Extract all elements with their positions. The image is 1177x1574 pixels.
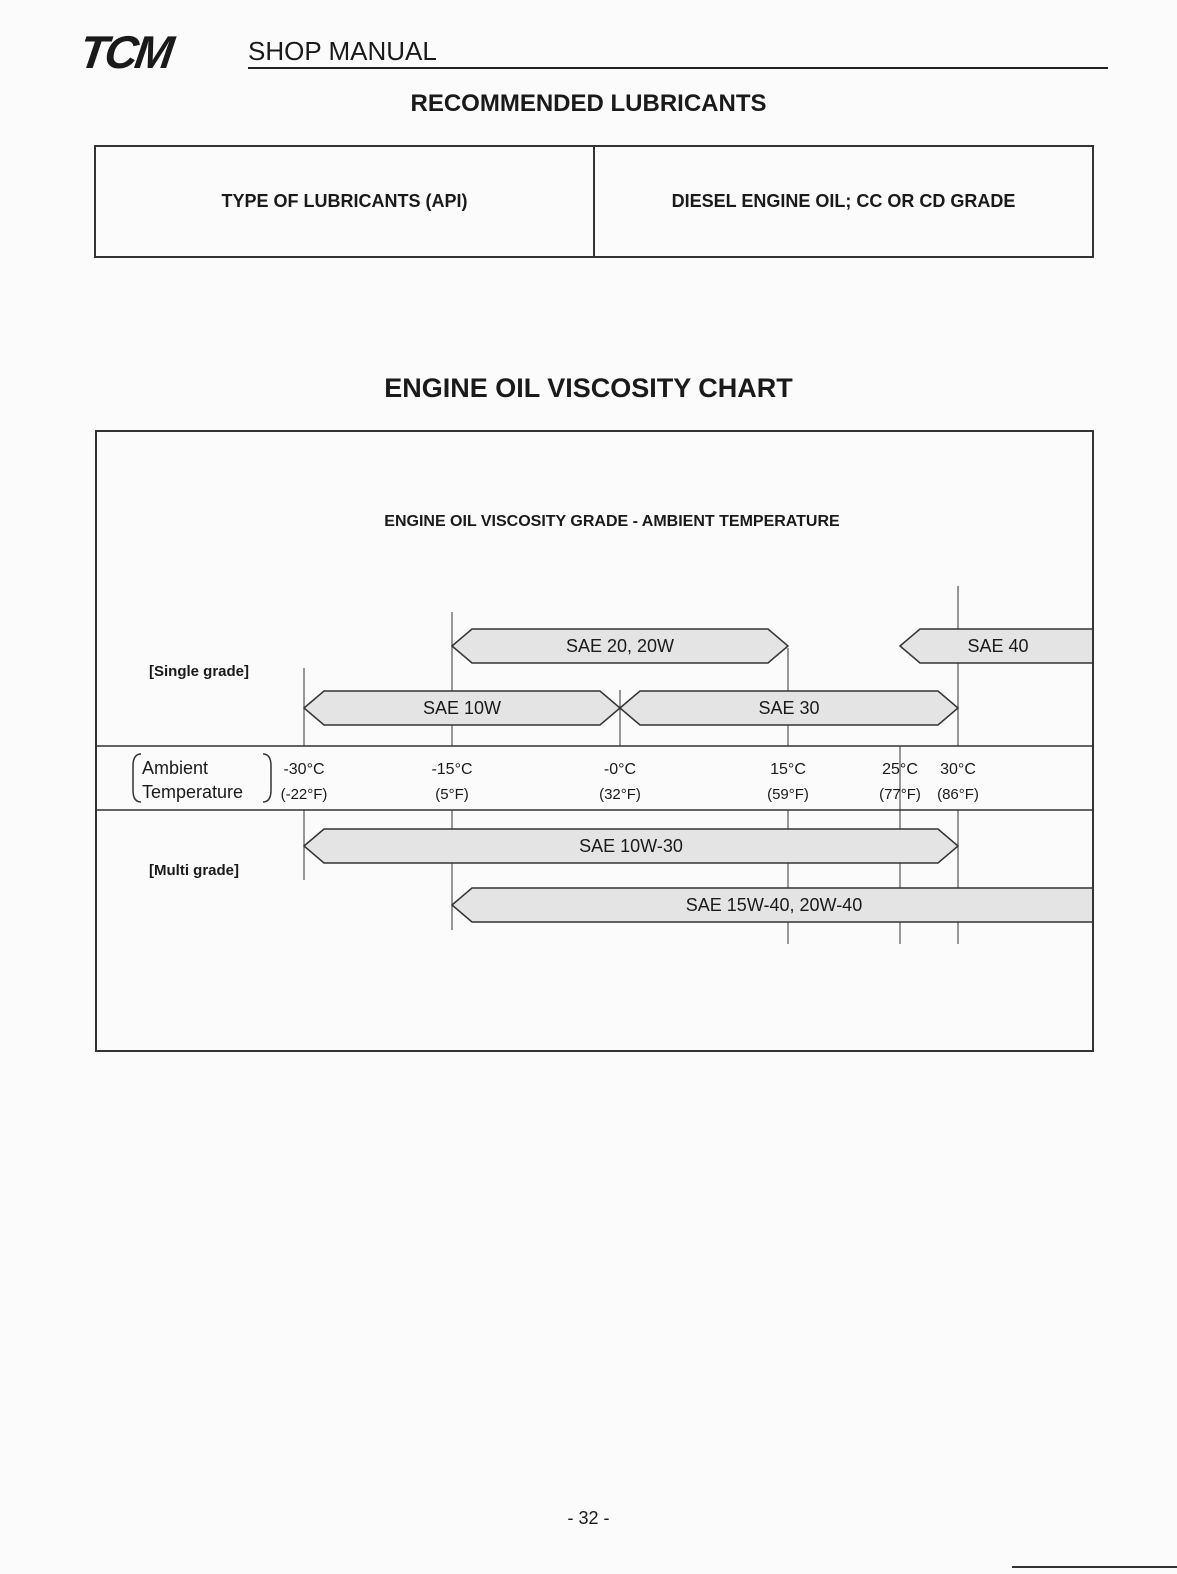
- single-grade-label: [Single grade]: [149, 663, 250, 680]
- lubricant-type-value: DIESEL ENGINE OIL; CC OR CD GRADE: [593, 147, 1092, 256]
- corner-rule: [1012, 1566, 1177, 1568]
- viscosity-chart-box: [95, 430, 1094, 1052]
- recommended-lubricants-heading: RECOMMENDED LUBRICANTS: [410, 90, 767, 117]
- page-number: - 32 -: [567, 1508, 610, 1528]
- tick-label-fahrenheit: (77°F): [879, 786, 921, 803]
- tcm-logo: TCM: [76, 26, 175, 78]
- tick-label-celsius: -30°C: [283, 761, 325, 778]
- lubricants-table: [94, 145, 1094, 258]
- tick-label-celsius: -15°C: [431, 761, 473, 778]
- chart-title: ENGINE OIL VISCOSITY GRADE - AMBIENT TEMPERATURE: [384, 513, 840, 530]
- viscosity-range-label: SAE 10W: [422, 698, 502, 718]
- axis-label-line-1: Ambient: [142, 758, 209, 778]
- viscosity-range-label: SAE 10W-30: [579, 836, 683, 856]
- tick-label-fahrenheit: (59°F): [767, 786, 809, 803]
- multi-grade-label: [Multi grade]: [149, 862, 239, 879]
- axis-label-line-2: Temperature: [142, 782, 244, 802]
- tick-label-celsius: -0°C: [603, 761, 637, 778]
- tick-label-fahrenheit: (5°F): [435, 786, 469, 803]
- tick-label-celsius: 30°C: [940, 761, 976, 778]
- viscosity-chart: [97, 432, 1094, 1052]
- viscosity-range-label: SAE 20, 20W: [565, 636, 675, 656]
- page-header: [76, 26, 1108, 78]
- axis-label-bracket-right: [263, 754, 271, 802]
- viscosity-range-label: SAE 30: [758, 698, 820, 718]
- lubricant-type-label: TYPE OF LUBRICANTS (API): [221, 191, 468, 211]
- manual-title: SHOP MANUAL: [248, 36, 437, 66]
- tick-label-fahrenheit: (86°F): [937, 786, 979, 803]
- tick-label-celsius: 25°C: [882, 761, 918, 778]
- axis-label-bracket-left: [133, 754, 141, 802]
- viscosity-chart-heading: ENGINE OIL VISCOSITY CHART: [384, 373, 793, 403]
- tick-label-celsius: 15°C: [770, 761, 806, 778]
- viscosity-range-label: SAE 15W-40, 20W-40: [685, 895, 863, 915]
- tick-label-fahrenheit: (32°F): [599, 786, 641, 803]
- tick-label-fahrenheit: (-22°F): [280, 786, 328, 803]
- viscosity-range-label: SAE 40: [967, 636, 1029, 656]
- header-rule: [248, 67, 1108, 69]
